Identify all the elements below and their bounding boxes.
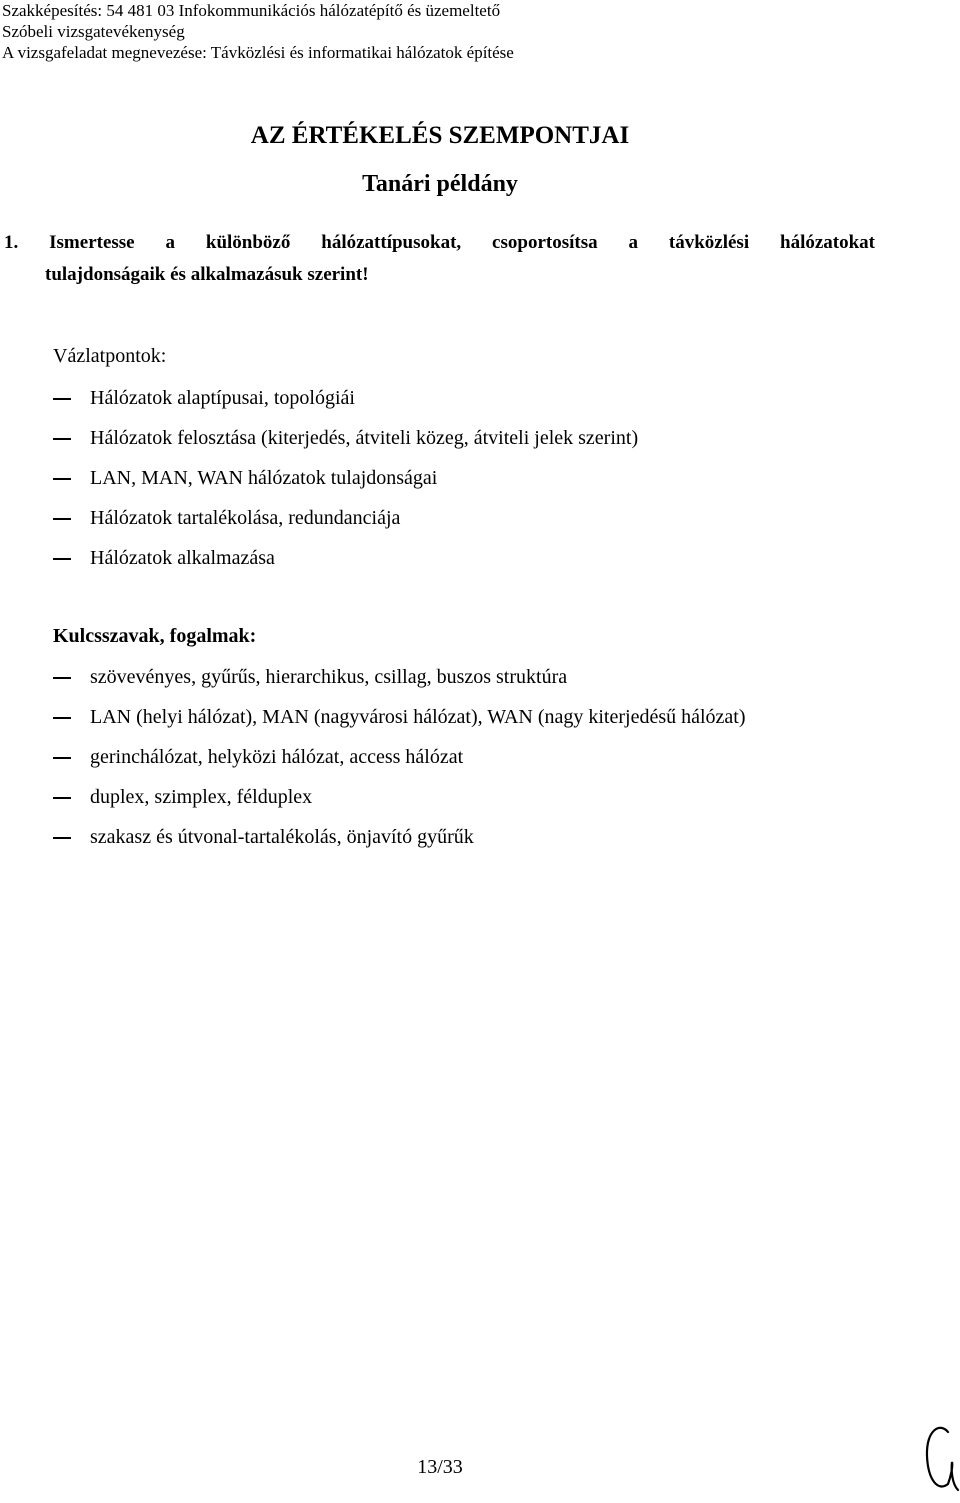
dash-bullet <box>53 757 71 759</box>
question-number: 1. <box>4 232 19 253</box>
question-word: különböző <box>205 232 291 253</box>
outline-heading: Vázlatpontok: <box>53 345 167 367</box>
keywords-heading: Kulcsszavak, fogalmak: <box>53 625 257 647</box>
dash-bullet <box>53 558 71 560</box>
question-word: a <box>165 232 175 253</box>
question-word: hálózatokat <box>780 232 875 253</box>
dash-bullet <box>53 398 71 400</box>
document-header <box>2 0 514 63</box>
signature-mark <box>918 1418 960 1498</box>
dash-bullet <box>53 478 71 480</box>
page-number: 13/33 <box>417 1456 463 1478</box>
question-word: hálózattípusokat, <box>321 232 462 253</box>
question <box>4 227 875 291</box>
question-word: távközlési <box>668 232 750 253</box>
question-line-2: tulajdonságaik és alkalmazásuk szerint! <box>45 264 369 285</box>
question-word: csoportosítsa <box>492 232 598 253</box>
header-exam-type: Szóbeli vizsgatevékenység <box>2 22 185 41</box>
question-line-1 <box>4 227 875 259</box>
question-word: a <box>628 232 638 253</box>
dash-bullet <box>53 518 71 520</box>
dash-bullet <box>53 438 71 440</box>
header-qualification: Szakképesítés: 54 481 03 Infokommunikációs hálózatépítő és üzemeltető <box>2 1 501 20</box>
dash-bullet <box>53 677 71 679</box>
question-word: Ismertesse <box>49 232 135 253</box>
dash-bullet <box>53 797 71 799</box>
dash-bullet <box>53 837 71 839</box>
page-subtitle: Tanári példány <box>362 171 518 197</box>
dash-bullet <box>53 717 71 719</box>
page-title: AZ ÉRTÉKELÉS SZEMPONTJAI <box>250 122 630 149</box>
header-task-name: A vizsgafeladat megnevezése: Távközlési és informatikai hálózatok építése <box>2 43 514 62</box>
